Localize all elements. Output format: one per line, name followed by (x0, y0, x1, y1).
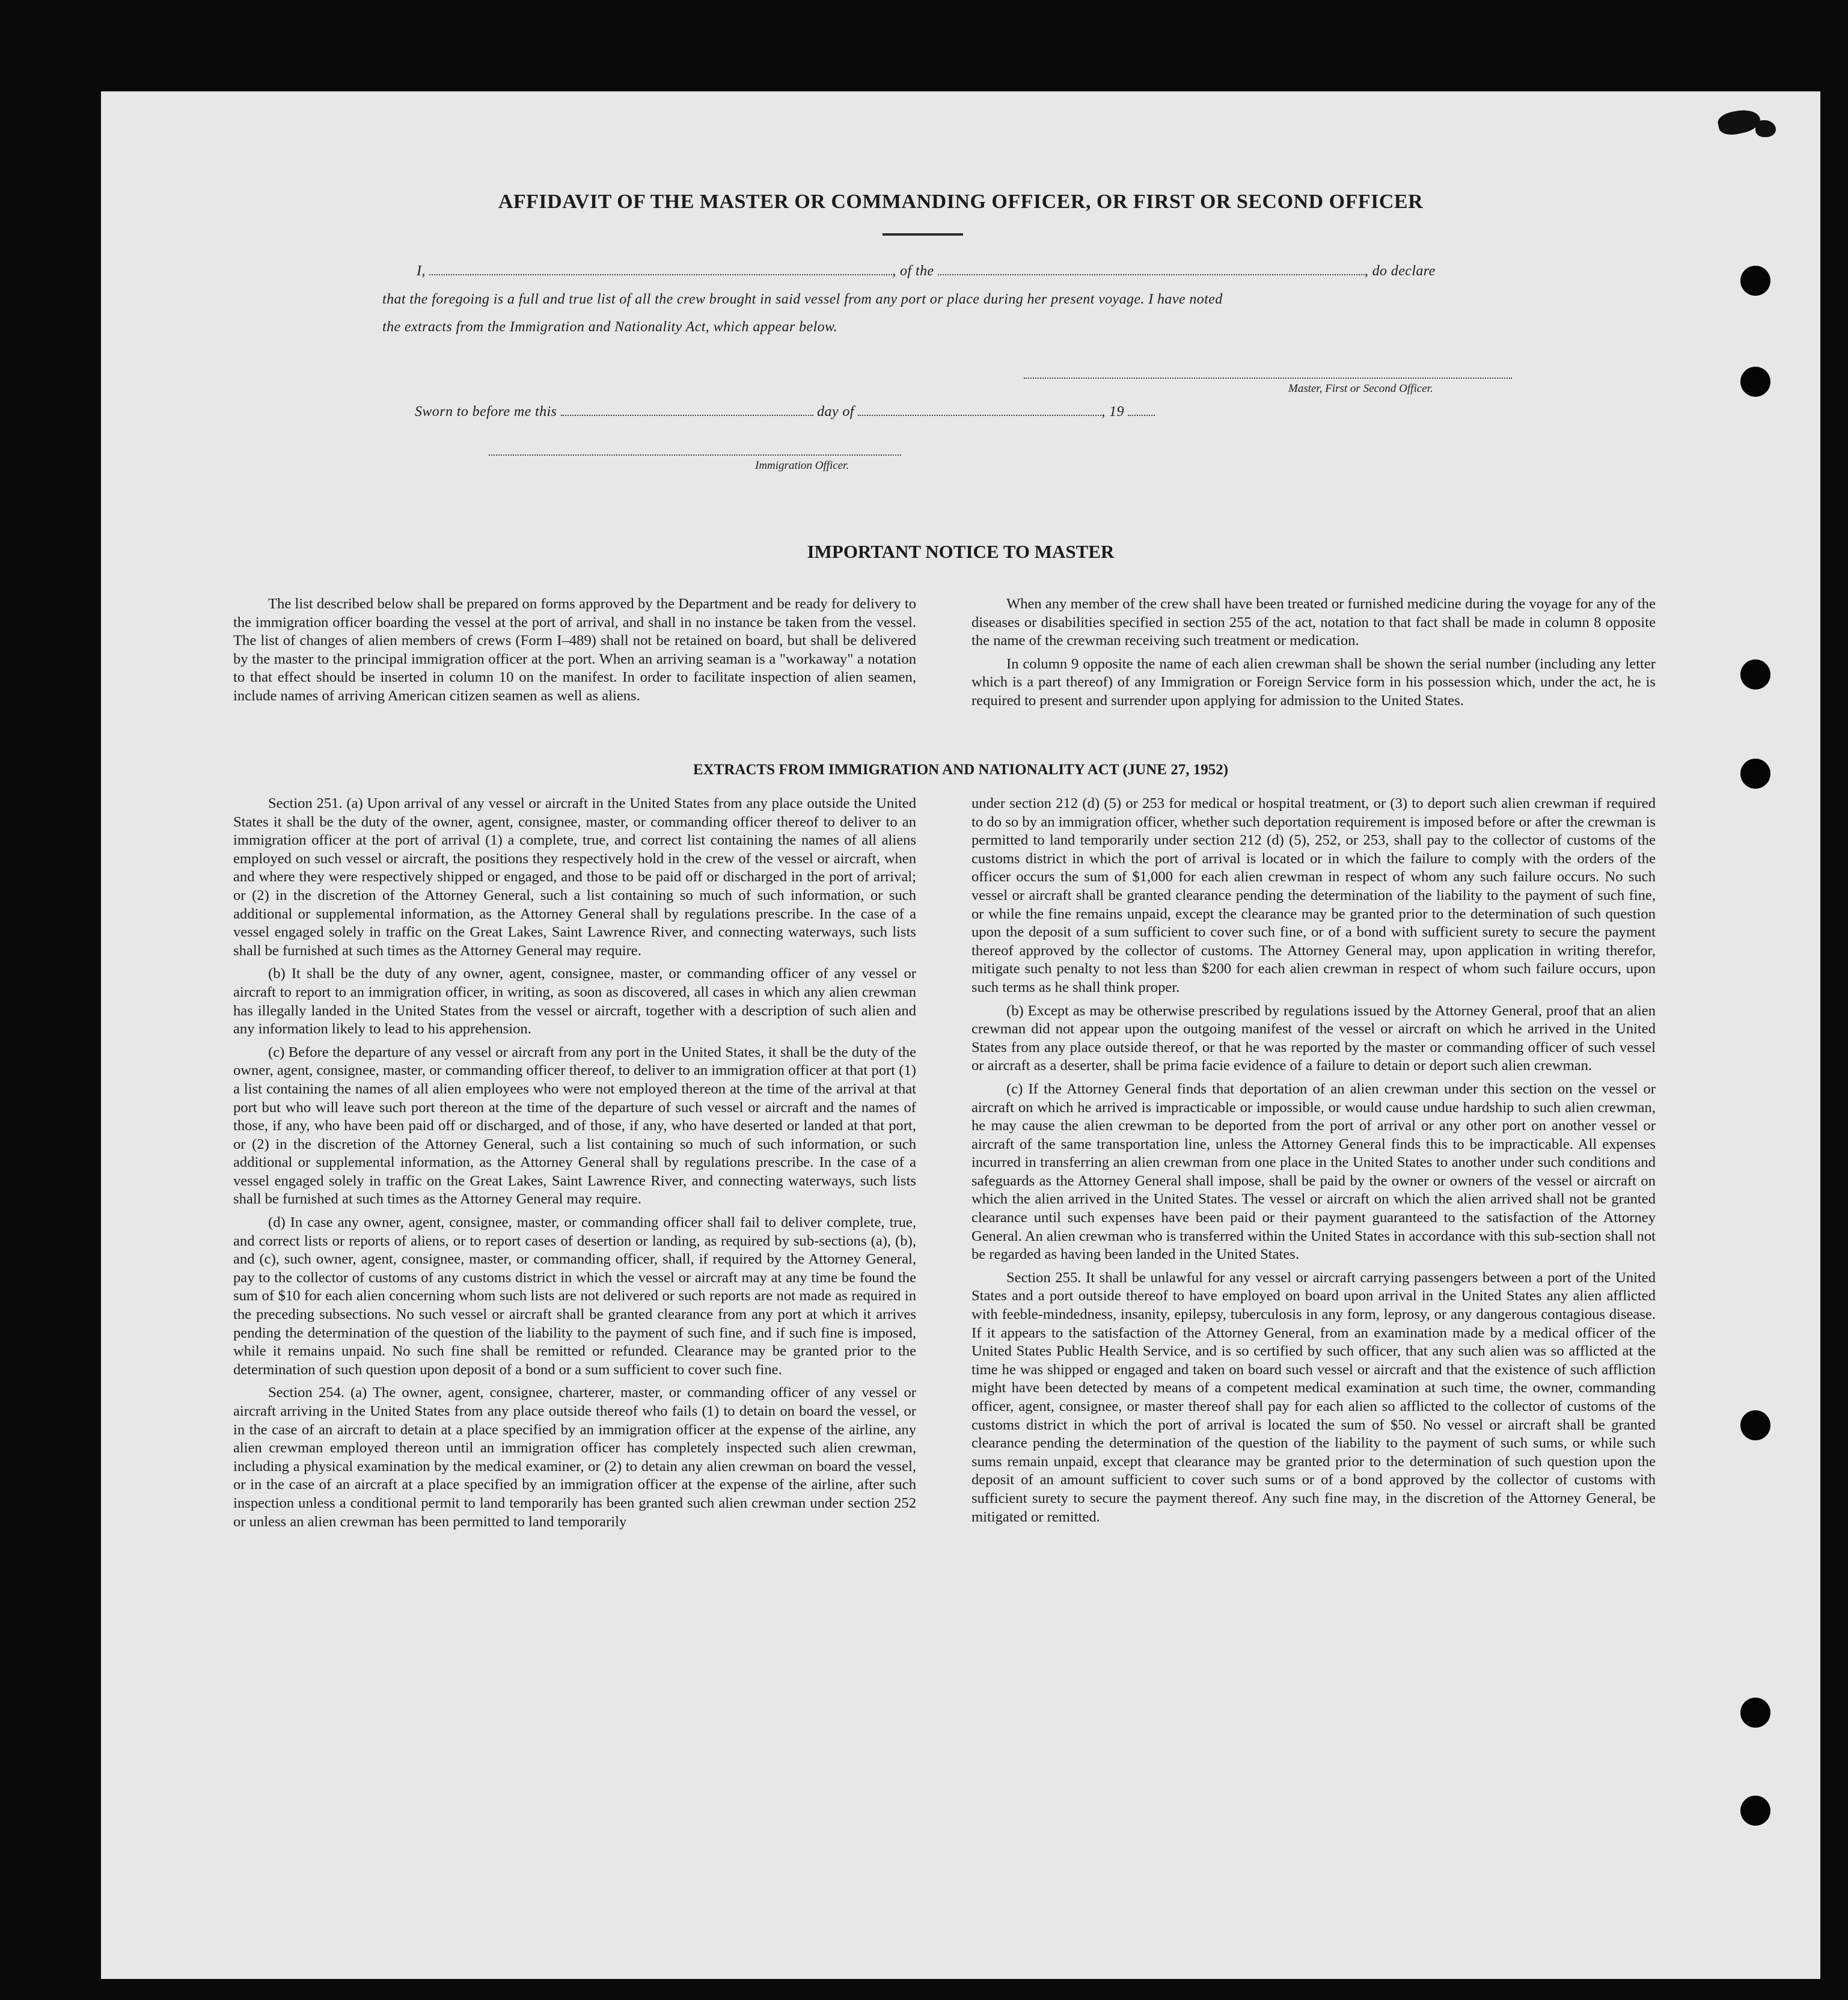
binder-hole (1740, 266, 1770, 296)
ink-smudge (1716, 106, 1762, 138)
binder-hole (1740, 759, 1770, 789)
notice-heading: IMPORTANT NOTICE TO MASTER (807, 541, 1115, 562)
declaration-line-2: that the foregoing is a full and true list of all the crew brought in said vessel from any port or place during her present voyage. I have noted (382, 292, 1223, 307)
section-251c: (c) Before the departure of any vessel or aircraft from any port in the United States, it shall be the duty of the owner, agent, consignee, master, or commanding officer thereof, to deliver to an immigration officer at that port (1) a list containing the names of all alien employees who were not employed thereon at the time of the arrival at that port but who will leave such port thereon at the time of the departure of such vessel or aircraft and the names of those, if any, who have been paid off or discharged, and of those, if any, who have deserted or landed at that port, or (2) in the discretion of the Attorney General, such a list containing so much of such information, or such additional or supplemental information, as the Attorney General shall by regulations prescribe. In the case of a vessel engaged solely in traffic on the Great Lakes, Saint Lawrence River, and connecting waterways, such lists shall be furnished at such times as the Attorney General may require. (233, 1044, 916, 1208)
master-signature-line[interactable] (1024, 378, 1512, 379)
declaration-line-3: the extracts from the Immigration and Nationality Act, which appear below. (382, 319, 838, 335)
binder-hole (1740, 1796, 1770, 1826)
declaration-do-declare: , do declare (1364, 263, 1436, 279)
extracts-right-column (971, 795, 1656, 1531)
document-page (101, 91, 1820, 1979)
master-caption: Master, First or Second Officer. (1288, 382, 1433, 395)
officer-signature-line[interactable] (489, 454, 901, 456)
name-field[interactable] (429, 263, 892, 275)
sworn-line (415, 404, 1155, 420)
declaration-line-1 (417, 263, 1436, 280)
extracts-left-column (233, 795, 916, 1536)
sworn-day-field[interactable] (561, 404, 813, 416)
section-251a: Section 251. (a) Upon arrival of any vessel or aircraft in the United States from any place outside the United States it shall be the duty of the owner, agent, consignee, master, or commanding officer thereof to deliver to an immigration officer at the port of arrival (1) a complete, true, and correct list containing the names of all aliens employed on such vessel or aircraft, the positions they respectively hold in the crew of the vessel or aircraft, when and where they were respectively shipped or engaged, and those to be paid off or discharged in the port of arrival; or (2) in the discretion of the Attorney General, such a list containing so much of such information, or such additional or supplemental information, as the Attorney General shall by regulations prescribe. In the case of a vessel engaged solely in traffic on the Great Lakes, Saint Lawrence River, and connecting waterways, such lists shall be furnished at such times as the Attorney General may require. (233, 795, 916, 959)
notice-left-column (233, 595, 916, 711)
section-254a-continued: under section 212 (d) (5) or 253 for medical or hospital treatment, or (3) to deport such alien crewman if required to do so by an immigration officer, whether such deportation requirement is imposed before or after the crewman is permitted to land temporarily under section 212 (d) (5), 252, or 253, shall pay to the collector of customs of the customs district in which the port of arrival is located or in which the failure to comply with the orders of the officer occurs the sum of $1,000 for each alien crewman in respect of whom any such failure occurs. No such vessel or aircraft shall be granted clearance pending the determination of the liability to the payment of such fine, or while the fine remains unpaid, except the clearance may be granted prior to the determination of such question upon the deposit of a sum sufficient to cover such fine, or of a bond with sufficient surety to secure the payment thereof approved by the collector of customs. The Attorney General may, upon application in writing therefor, mitigate such penalty to not less than $200 for each alien crewman in respect of whom such failure occurs, upon such terms as he shall think proper. (971, 795, 1656, 995)
binder-hole (1740, 367, 1770, 397)
notice-right-column (971, 595, 1656, 715)
section-255: Section 255. It shall be unlawful for any vessel or aircraft carrying passengers between a port of the United States and a port outside thereof to have employed on board upon arrival in the United States any alien afflicted with feeble-mindedness, insanity, epilepsy, tuberculosis in any form, leprosy, or any dangerous contagious disease. If it appears to the satisfaction of the Attorney General, from an examination made by a medical officer of the United States Public Health Service, and is so certified by such officer, that any such alien was so afflicted at the time he was shipped or engaged and taken on board such vessel or aircraft and that the existence of such affliction might have been detected by means of a competent medical examination at such time, the owner, commanding officer, agent, consignee, or master thereof shall pay for each alien so afflicted to the collector of customs of the customs district in which the port of arrival is located the sum of $50. No vessel or aircraft shall be granted clearance pending the determination of the question of the liability to the payment of such sums, or while such sums remain unpaid, except that clearance may be granted prior to the determination of such question upon the deposit of an amount sufficient to cover such sums or of a bond approved by the collector of customs with sufficient surety to secure the payment thereof. Any such fine may, in the discretion of the Attorney General, be mitigated or remitted. (971, 1269, 1656, 1525)
section-254a: Section 254. (a) The owner, agent, consignee, charterer, master, or commanding officer of any vessel or aircraft arriving in the United States from any place outside thereof who fails (1) to detain on board the vessel, or in the case of an aircraft to detain at a place specified by an immigration officer at the expense of the airline, any alien crewman employed thereon until an immigration officer has completely inspected such alien crewman, including a physical examination by the medical examiner, or (2) to detain any alien crewman on board the vessel, or in the case of an aircraft at a place specified by an immigration officer at the expense of the airline, after such inspection unless a conditional permit to land temporarily has been granted such alien crewman under section 252 or unless an alien crewman has been permitted to land temporarily (233, 1384, 916, 1530)
vessel-field[interactable] (938, 263, 1365, 275)
sworn-label: Sworn to before me this (415, 404, 557, 420)
binder-hole (1740, 1410, 1770, 1440)
section-251b: (b) It shall be the duty of any owner, agent, consignee, master, or commanding officer of any vessel or aircraft to report to an immigration officer, in writing, as soon as discovered, all cases in which any alien crewman has illegally landed in the United States from the vessel or aircraft, together with a description of such alien and any information likely to lead to his apprehension. (233, 965, 916, 1038)
ink-smudge (1755, 120, 1776, 137)
notice-paragraph: In column 9 opposite the name of each alien crewman shall be shown the serial number (including any letter which is a part thereof) of any Immigration or Foreign Service form in his possession which, under the act, he is required to present and surrender upon applying for admission to the United States. (971, 655, 1656, 709)
section-251d: (d) In case any owner, agent, consignee, master, or commanding officer shall fail to deliver complete, true, and correct lists or reports of aliens, or to report cases of desertion or landing, as required by sub-sections (a), (b), and (c), such owner, agent, consignee, master, or commanding officer, shall, if required by the Attorney General, pay to the collector of customs of any customs district in which the vessel or aircraft may at any time be found the sum of $10 for each alien concerning whom such lists are not delivered or such reports are not made as required in the preceding subsections. No such vessel or aircraft shall be granted clearance from any port at which it arrives pending the determination of the question of the liability to the payment of such fine, and if such fine is imposed, while it remains unpaid. No such fine shall be remitted or refunded. Clearance may be granted prior to the determination of such question upon deposit of a bond or a sum sufficient to cover such fine. (233, 1214, 916, 1378)
notice-paragraph: The list described below shall be prepared on forms approved by the Department and be ready for delivery to the immigration officer boarding the vessel at the port of arrival, and shall in no instance be taken from the vessel. The list of changes of alien members of crews (Form I–489) shall not be retained on board, but shall be delivered by the master to the principal immigration officer at the port. When an arriving seaman is a "workaway" a notation to that effect should be inserted in column 10 on the manifest. In order to facilitate inspection of alien seamen, include names of arriving American citizen seamen as well as aliens. (233, 596, 916, 704)
section-254c: (c) If the Attorney General finds that deportation of an alien crewman under this section on the vessel or aircraft on which he arrived is impracticable or impossible, or would cause undue hardship to such alien crewman, he may cause the alien crewman to be deported from the port of arrival or any other port on another vessel or aircraft of the same transportation line, unless the Attorney General finds this to be impracticable. All expenses incurred in transferring an alien crewman from one place in the United States to another under such conditions and safeguards as the Attorney General shall impose, shall be paid by the owner or owners of the vessel or aircraft on which the alien arrived in the United States. The vessel or aircraft on which the alien arrived shall not be granted clearance until such expenses have been paid or their payment guaranteed to the satisfaction of the Attorney General. An alien crewman who is transferred within the United States in accordance with this sub-section shall not be regarded as having been landed in the United States. (971, 1080, 1656, 1263)
binder-hole (1740, 659, 1770, 690)
binder-hole (1740, 1698, 1770, 1728)
extracts-heading: EXTRACTS FROM IMMIGRATION AND NATIONALITY ACT (JUNE 27, 1952) (693, 762, 1229, 778)
affidavit-title: AFFIDAVIT OF THE MASTER OR COMMANDING OFFICER, OR FIRST OR SECOND OFFICER (498, 191, 1424, 213)
declaration-i: I, (417, 263, 426, 279)
title-rule (883, 233, 963, 236)
section-254b: (b) Except as may be otherwise prescribed by regulations issued by the Attorney General, proof that an alien crewman did not appear upon the outgoing manifest of the vessel or aircraft on which he arrived in the United States from any place outside thereof, or that he was reported by the master or commanding officer of such vessel or aircraft as a deserter, shall be prima facie evidence of a failure to detain or deport such alien crewman. (971, 1002, 1656, 1074)
sworn-day-of: day of (817, 404, 854, 420)
declaration-of-the: , of the (892, 263, 934, 279)
notice-paragraph: When any member of the crew shall have been treated or furnished medicine during the voyage for any of the diseases or disabilities specified in section 255 of the act, notation to that fact shall be made in column 8 opposite the name of the crewman receiving such treatment or medication. (971, 596, 1656, 649)
sworn-month-field[interactable] (858, 404, 1101, 416)
sworn-year-label: , 19 (1101, 404, 1124, 420)
officer-caption: Immigration Officer. (755, 459, 849, 472)
sworn-year-field[interactable] (1128, 404, 1155, 416)
